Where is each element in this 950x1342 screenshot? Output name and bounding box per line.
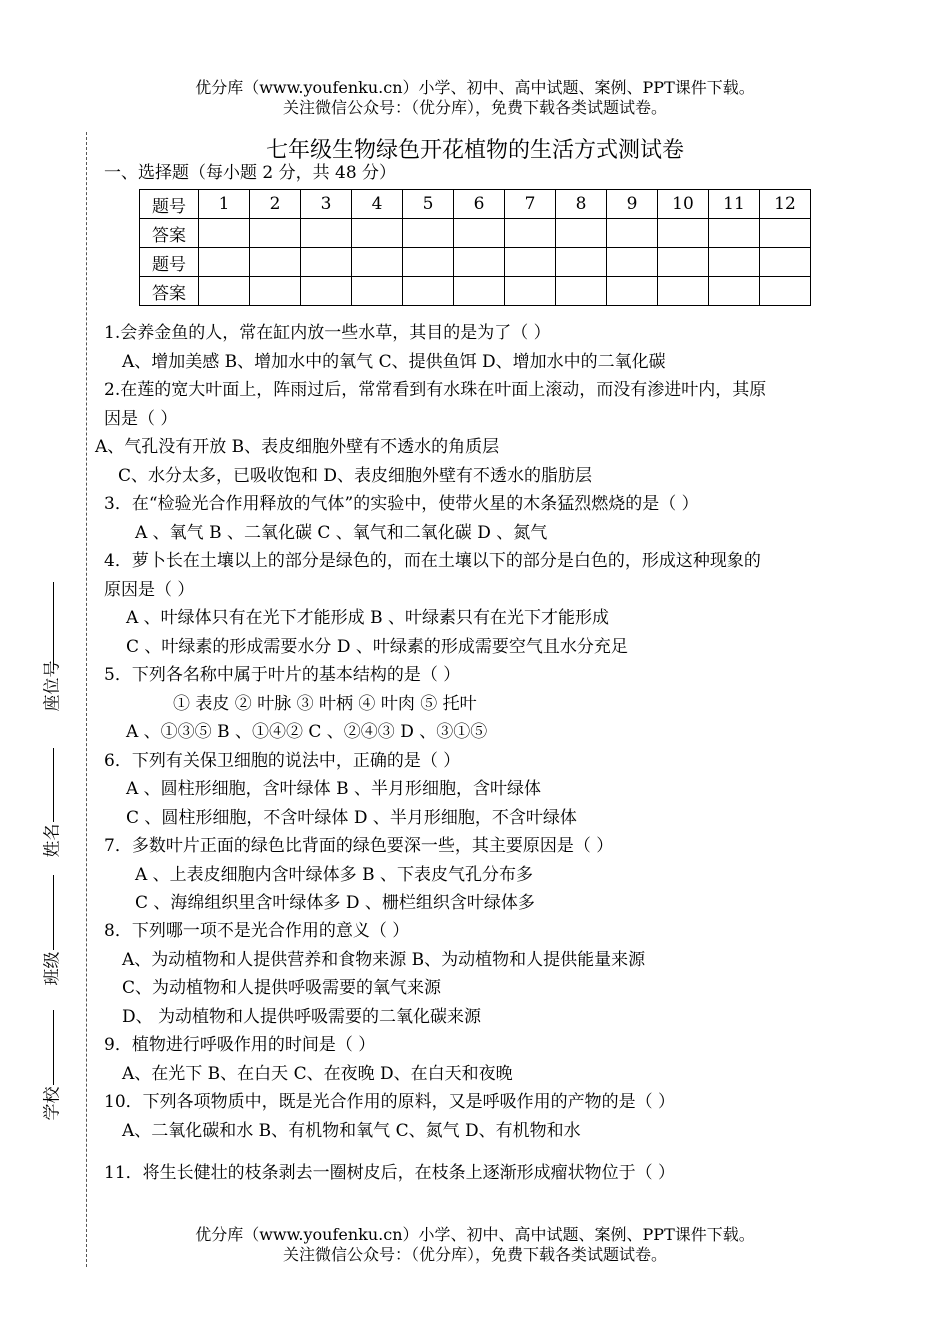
question-1: 1.会养金鱼的人，常在缸内放一些水草，其目的是为了（ ） — [104, 323, 551, 343]
answer-cell[interactable] — [199, 219, 250, 248]
binding-dashed-line — [86, 132, 87, 1267]
name-label: 姓名 — [42, 823, 63, 858]
question-number-cell — [250, 248, 301, 277]
question-8-options-c: C、为动植物和人提供呼吸需要的氧气来源 — [122, 978, 442, 998]
question-7-options-a: A 、上表皮细胞内含叶绿体多 B 、下表皮气孔分布多 — [135, 865, 533, 885]
question-number: 3 — [301, 190, 352, 219]
answer-cell[interactable] — [607, 219, 658, 248]
seat-blank — [53, 582, 54, 670]
question-4-options-a: A 、叶绿体只有在光下才能形成 B 、叶绿素只有在光下才能形成 — [126, 608, 609, 628]
question-number-cell — [505, 248, 556, 277]
exam-title: 七年级生物绿色开花植物的生活方式测试卷 — [265, 138, 684, 163]
row-label: 答案 — [140, 219, 199, 248]
question-7-options-c: C 、海绵组织里含叶绿体多 D 、栅栏组织含叶绿体多 — [135, 893, 535, 913]
question-number: 1 — [199, 190, 250, 219]
footer-line-2: 关注微信公众号：（优分库），免费下载各类试题试卷。 — [282, 1245, 667, 1264]
school-blank — [53, 1010, 54, 1085]
question-number: 8 — [556, 190, 607, 219]
question-number: 7 — [505, 190, 556, 219]
answer-cell[interactable] — [658, 277, 709, 306]
question-5-items: ① 表皮 ② 叶脉 ③ 叶柄 ④ 叶肉 ⑤ 托叶 — [173, 694, 477, 714]
question-8-options-a: A、为动植物和人提供营养和食物来源 B、为动植物和人提供能量来源 — [122, 950, 646, 970]
answer-table — [139, 189, 811, 306]
question-2-options-a: A、气孔没有开放 B、表皮细胞外壁有不透水的角质层 — [95, 437, 500, 457]
answer-cell[interactable] — [454, 277, 505, 306]
question-number: 5 — [403, 190, 454, 219]
answer-cell[interactable] — [454, 219, 505, 248]
answer-cell[interactable] — [556, 277, 607, 306]
question-8: 8．下列哪一项不是光合作用的意义（ ） — [104, 921, 410, 941]
question-10-options: A、二氧化碳和水 B、有机物和氧气 C、氮气 D、有机物和水 — [122, 1121, 581, 1141]
question-3: 3．在“检验光合作用释放的气体”的实验中，使带火星的木条猛烈燃烧的是（ ） — [104, 494, 699, 514]
question-number-cell — [301, 248, 352, 277]
name-blank — [53, 748, 54, 822]
answer-cell[interactable] — [301, 277, 352, 306]
question-5: 5．下列各名称中属于叶片的基本结构的是（ ） — [104, 665, 461, 685]
question-8-options-d: D、 为动植物和人提供呼吸需要的二氧化碳来源 — [122, 1007, 482, 1027]
question-number-cell — [556, 248, 607, 277]
question-number-cell — [658, 248, 709, 277]
question-9: 9．植物进行呼吸作用的时间是（ ） — [104, 1035, 376, 1055]
question-number-cell — [454, 248, 505, 277]
question-number: 9 — [607, 190, 658, 219]
question-6-options-c: C 、圆柱形细胞，不含叶绿体 D 、半月形细胞，不含叶绿体 — [126, 808, 577, 828]
question-number: 4 — [352, 190, 403, 219]
question-number: 12 — [760, 190, 811, 219]
question-4-cont: 原因是（ ） — [104, 580, 195, 600]
answer-cell[interactable] — [658, 219, 709, 248]
question-6: 6．下列有关保卫细胞的说法中，正确的是（ ） — [104, 751, 461, 771]
question-number: 10 — [658, 190, 709, 219]
question-1-options: A、增加美感 B、增加水中的氧气 C、提供鱼饵 D、增加水中的二氧化碳 — [122, 352, 666, 372]
question-2: 2.在莲的宽大叶面上，阵雨过后，常常看到有水珠在叶面上滚动，而没有渗进叶内，其原 — [104, 380, 767, 400]
answer-cell[interactable] — [250, 219, 301, 248]
header-line-1: 优分库（www.youfenku.cn）小学、初中、高中试题、案例、PPT课件下载。 — [195, 78, 755, 97]
table-row — [140, 277, 811, 306]
question-number: 11 — [709, 190, 760, 219]
row-label: 题号 — [140, 190, 199, 219]
question-3-options: A 、氧气 B 、二氧化碳 C 、氧气和二氧化碳 D 、氮气 — [135, 523, 548, 543]
answer-cell[interactable] — [760, 219, 811, 248]
question-number-cell — [607, 248, 658, 277]
question-5-options: A 、①③⑤ B 、①④② C 、②④③ D 、③①⑤ — [126, 722, 488, 742]
question-2-cont: 因是（ ） — [104, 409, 178, 429]
question-4-options-c: C 、叶绿素的形成需要水分 D 、叶绿素的形成需要空气且水分充足 — [126, 637, 628, 657]
question-6-options-a: A 、圆柱形细胞，含叶绿体 B 、半月形细胞，含叶绿体 — [126, 779, 541, 799]
question-number-cell — [199, 248, 250, 277]
answer-cell[interactable] — [199, 277, 250, 306]
row-label: 题号 — [140, 248, 199, 277]
question-11: 11．将生长健壮的枝条剥去一圈树皮后，在枝条上逐渐形成瘤状物位于（ ） — [104, 1163, 676, 1183]
answer-cell[interactable] — [301, 219, 352, 248]
question-10: 10．下列各项物质中，既是光合作用的原料，又是呼吸作用的产物的是（ ） — [104, 1092, 676, 1112]
section-heading: 一、选择题（每小题 2 分，共 48 分） — [104, 163, 397, 183]
class-label: 班级 — [42, 951, 63, 986]
question-number-cell — [403, 248, 454, 277]
school-label: 学校 — [42, 1086, 63, 1121]
answer-cell[interactable] — [403, 219, 454, 248]
table-row — [140, 248, 811, 277]
answer-cell[interactable] — [505, 219, 556, 248]
answer-cell[interactable] — [709, 219, 760, 248]
table-row — [140, 219, 811, 248]
answer-cell[interactable] — [607, 277, 658, 306]
question-4: 4．萝卜长在土壤以上的部分是绿色的，而在土壤以下的部分是白色的，形成这种现象的 — [104, 551, 761, 571]
question-number-cell — [709, 248, 760, 277]
answer-cell[interactable] — [505, 277, 556, 306]
question-number: 2 — [250, 190, 301, 219]
header-line-2: 关注微信公众号：（优分库），免费下载各类试题试卷。 — [282, 98, 667, 117]
footer-line-1: 优分库（www.youfenku.cn）小学、初中、高中试题、案例、PPT课件下载。 — [195, 1225, 755, 1244]
table-row — [140, 190, 811, 219]
answer-cell[interactable] — [352, 219, 403, 248]
answer-cell[interactable] — [352, 277, 403, 306]
row-label: 答案 — [140, 277, 199, 306]
question-number-cell — [760, 248, 811, 277]
question-number: 6 — [454, 190, 505, 219]
class-blank — [53, 875, 54, 950]
question-number-cell — [352, 248, 403, 277]
answer-cell[interactable] — [760, 277, 811, 306]
answer-cell[interactable] — [403, 277, 454, 306]
seat-label: 座位号 — [42, 660, 63, 712]
answer-cell[interactable] — [556, 219, 607, 248]
question-9-options: A、在光下 B、在白天 C、在夜晚 D、在白天和夜晚 — [122, 1064, 513, 1084]
question-2-options-c: C、水分太多，已吸收饱和 D、表皮细胞外壁有不透水的脂肪层 — [118, 466, 593, 486]
answer-cell[interactable] — [250, 277, 301, 306]
question-7: 7．多数叶片正面的绿色比背面的绿色要深一些，其主要原因是（ ） — [104, 836, 614, 856]
answer-cell[interactable] — [709, 277, 760, 306]
